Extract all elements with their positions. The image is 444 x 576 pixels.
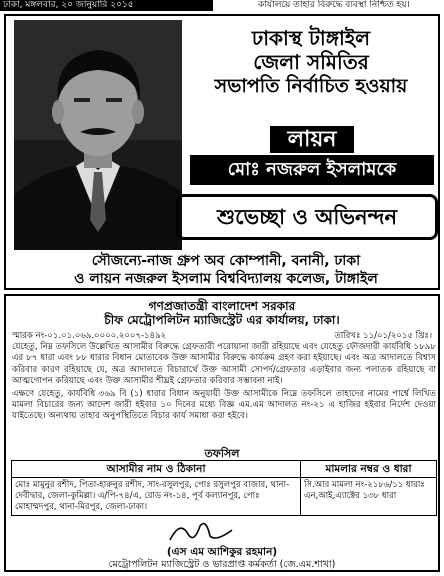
portrait-photo	[14, 20, 182, 250]
case-number-section: সি.আর মামলা নং-২১৮৬/১১ ধারাঃ এন,আই,এ্যাক্টের ১৩৮ ধারা	[301, 478, 437, 516]
title-line-2: জেলা সমিতির	[253, 50, 369, 74]
title-line-1: ঢাকাস্থ টাঙ্গাইল	[251, 26, 371, 50]
top-strip-text: কার্যালয়ে তাহার বিরুদ্ধে ব্যবস্থা নিশ্চিত হয়।	[258, 0, 410, 10]
notice-paragraph-1: যেহেতু, নিম্ন তফসিলে উল্লেখিত আসামীর বিরুদ্ধে গ্রেফতারী পরোয়ানা জারী রহিয়াছে এবং যেহেতু ফৌজদারী কার্যবিধি ১৮৯৮ এর ৮৭ ধারা এবং ৮৮ ধারার বিধান মোতাবেক উক্ত আসামীর বিরুদ্ধে কার্যক্রম গ্রহণ করা হইয়াছে। এবং অত্র আদালতে বিশ্বাস করিবার কারণ রহিয়াছে যে, অত্র আদালতে বিচারার্থে উক্ত আসামী সোপর্দ/গ্রেফতার এড়াইবার জন্য পলাতক রহিয়াছে বা আত্মগোপন করিয়াছে এবং উক্ত আসামীর শীঘ্রই গ্রেফতার করিবার সম্ভাবনা নাই।	[12, 342, 436, 387]
honoree-name: মোঃ নজরুল ইসলামকে	[190, 155, 434, 185]
column-header-case: মামলার নম্বর ও ধারা	[301, 461, 437, 478]
courtesy-line-2: ও লায়ন নজরুল ইসলাম বিশ্ববিদ্যালয় কলেজ, টাঙ্গাইল	[74, 271, 378, 287]
table-row	[12, 478, 437, 516]
top-strip-date: ঢাকা, মঙ্গলবার, ২০ জানুয়ারি ২০১৫	[0, 0, 213, 11]
honoree-title: লায়ন	[270, 126, 355, 153]
signatory-name: (এস এম আশিকুর রহমান)	[166, 546, 278, 558]
congratulation-advertisement	[4, 14, 440, 290]
court-notice	[4, 294, 440, 572]
title-line-3: সভাপতি নির্বাচিত হওয়ায়	[214, 75, 408, 97]
signature-mark	[166, 516, 236, 546]
schedule-table	[11, 460, 437, 516]
notice-body	[12, 342, 436, 423]
notice-paragraph-2: এক্ষণে যেহেতু, কার্যবিধি ৩৬৯ বি (১) ধারার বিধান অনুযায়ী উক্ত আসামীকে নিম্নে তফসিলে তাহাদের নামের পার্শ্বে লিখিত মামলা বিচারের জন্য আদেশ জারী হইবার ১০ দিনের মধ্যে বিজ্ঞ এম.এম আদালত নং-২১ এ হাজির হইবার নির্দেশ দেওয়া যাইতেছে। অন্যথায় তাহার অনুপস্থিতিতে বিচার কার্য সমাধা করা হইবে।	[12, 388, 436, 422]
courtesy-line-1: সৌজন্যে-নাজ গ্রুপ অব কোম্পানী, বনানী, ঢাকা	[91, 253, 361, 269]
table-header-row	[12, 461, 437, 478]
greeting-banner: শুভেচ্ছা ও অভিনন্দন	[176, 194, 438, 240]
column-header-accused: আসামীর নাম ও ঠিকানা	[12, 461, 301, 478]
memo-number: স্মারক নং-০১.০১.০৬৯.০০০০.২০০৭-১৪৯২	[12, 331, 167, 341]
notice-date: তারিখঃ ১১/০১/২০১৫ খ্রিঃ।	[334, 331, 432, 341]
notice-heading-office: চীফ মেট্রোপলিটন ম্যাজিস্ট্রেট এর কার্যালয়, ঢাকা।	[104, 313, 340, 327]
accused-name-address: মোঃ মামুনুর রশীদ, পিতা-হারুনুর রশীদ, সাং-রসুলপুর, পোঃ রসুলপুর বাজার, থানা-দেবীদ্বার, জেলা-কুমিল্লা। এ/পি-৭৪/এ, রোড নং-১৪, পূর্ব কল্যানপুর, পোঃ মোহাম্মদপুর, থানা-মিরপুর, জেলা-ঢাকা।	[12, 478, 301, 516]
top-strip	[0, 0, 444, 13]
signatory-designation: মেট্রোপলিটন ম্যাজিস্ট্রেট ও ভারপ্রাপ্ত কর্মকর্তা (জে.এম.শাখা)	[108, 559, 336, 570]
notice-heading-government: গণপ্রজাতন্ত্রী বাংলাদেশ সরকার	[148, 299, 296, 313]
ad-title	[186, 26, 436, 98]
honoree-name-block	[190, 126, 434, 185]
schedule-title: তফসিল	[204, 447, 240, 460]
courtesy-text	[14, 252, 438, 288]
